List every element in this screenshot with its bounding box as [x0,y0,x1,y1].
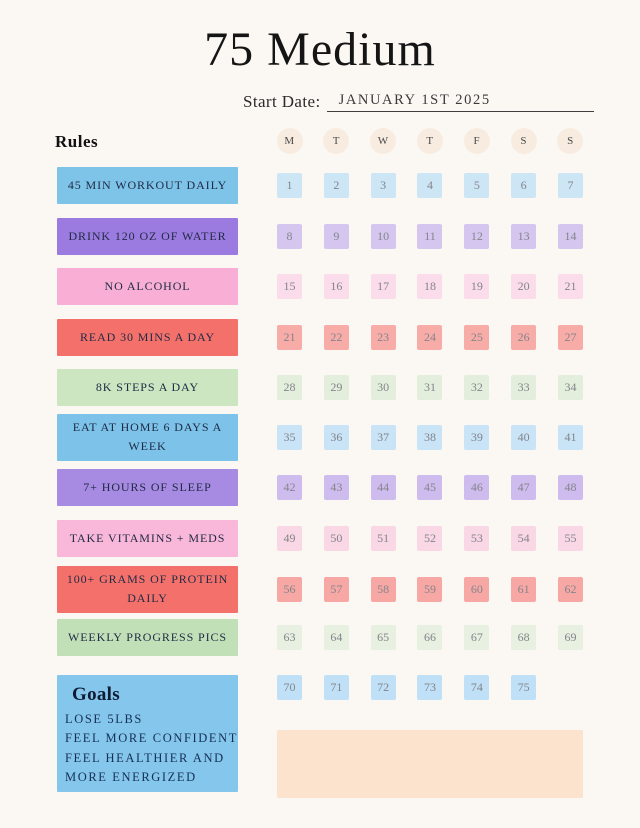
calendar-day-cell[interactable]: 30 [371,375,396,400]
calendar-day-cell[interactable]: 59 [417,577,442,602]
rules-heading: Rules [55,132,99,151]
rule-card [57,414,238,461]
goals-heading: Goals [72,684,120,705]
calendar-day-cell[interactable]: 37 [371,425,396,450]
calendar-day-cell[interactable]: 70 [277,675,302,700]
calendar-day-cell[interactable]: 55 [558,526,583,551]
calendar-day-cell[interactable]: 25 [464,325,489,350]
calendar-day-cell[interactable]: 71 [324,675,349,700]
goal-line: MORE ENERGIZED [65,770,197,785]
calendar-day-cell[interactable]: 33 [511,375,536,400]
calendar-day-cell[interactable]: 9 [324,224,349,249]
calendar-day-cell[interactable]: 23 [371,325,396,350]
calendar-day-cell[interactable]: 40 [511,425,536,450]
calendar-day-cell[interactable]: 73 [417,675,442,700]
calendar-day-cell[interactable]: 41 [558,425,583,450]
calendar-day-cell[interactable]: 39 [464,425,489,450]
calendar-day-cell[interactable]: 62 [558,577,583,602]
calendar-day-cell[interactable]: 21 [558,274,583,299]
calendar-day-cell[interactable]: 44 [371,475,396,500]
calendar-day-cell[interactable]: 8 [277,224,302,249]
calendar-day-cell[interactable]: 47 [511,475,536,500]
rule-card [57,218,238,255]
rule-card [57,167,238,204]
calendar-day-cell[interactable]: 49 [277,526,302,551]
rule-card [57,268,238,305]
calendar-day-cell[interactable]: 13 [511,224,536,249]
calendar-day-cell[interactable]: 5 [464,173,489,198]
calendar-day-cell[interactable]: 75 [511,675,536,700]
day-header-circle [323,128,349,154]
day-header-letter: S [567,135,574,147]
rule-card [57,469,238,506]
day-header-circle [557,128,583,154]
calendar-day-cell[interactable]: 64 [324,625,349,650]
day-header-letter: W [377,135,389,147]
goal-line: FEEL MORE CONFIDENT [65,731,238,746]
start-date [243,92,594,112]
rule-card-label: 7+ HOURS OF SLEEP [83,479,212,494]
calendar-day-cell[interactable]: 10 [371,224,396,249]
calendar-day-cell[interactable]: 60 [464,577,489,602]
calendar-day-cell[interactable]: 3 [371,173,396,198]
start-date-value[interactable]: JANUARY 1ST 2025 [327,92,594,112]
day-header-circle [277,128,303,154]
calendar-day-cell[interactable]: 20 [511,274,536,299]
rule-card-label: EAT AT HOME 6 DAYS A WEEK [72,420,223,453]
goal-line: FEEL HEALTHIER AND [65,750,225,765]
calendar-day-cell[interactable]: 11 [417,224,442,249]
goal-line: LOSE 5LBS [65,712,143,726]
rule-card-label: 100+ GRAMS OF PROTEIN DAILY [66,572,229,605]
day-header-letter: T [332,135,340,147]
calendar-day-cell[interactable]: 32 [464,375,489,400]
rule-card [57,319,238,356]
calendar-day-cell[interactable]: 42 [277,475,302,500]
goals-box [57,675,238,792]
page-title: 75 Medium [204,23,436,76]
calendar-day-cell[interactable]: 28 [277,375,302,400]
calendar-day-cell[interactable]: 63 [277,625,302,650]
calendar-day-cell[interactable]: 56 [277,577,302,602]
rule-card-label: NO ALCOHOL [104,278,191,293]
calendar-day-cell[interactable]: 27 [558,325,583,350]
start-date-label: Start Date: [243,92,321,111]
calendar-day-cell[interactable]: 46 [464,475,489,500]
calendar-day-cell[interactable]: 36 [324,425,349,450]
calendar-day-cell[interactable]: 12 [464,224,489,249]
calendar-day-cell[interactable]: 72 [371,675,396,700]
calendar-day-cell[interactable]: 51 [371,526,396,551]
calendar-day-cell[interactable]: 1 [277,173,302,198]
calendar-day-cell[interactable]: 18 [417,274,442,299]
calendar-day-cell[interactable]: 65 [371,625,396,650]
day-header-circle [417,128,443,154]
calendar-day-cell[interactable]: 19 [464,274,489,299]
day-header-letter: M [284,135,295,147]
calendar-day-cell[interactable]: 50 [324,526,349,551]
calendar-day-cell[interactable]: 67 [464,625,489,650]
calendar-day-cell[interactable]: 48 [558,475,583,500]
calendar-day-cell[interactable]: 15 [277,274,302,299]
calendar-day-cell[interactable]: 45 [417,475,442,500]
day-header-circle [370,128,396,154]
calendar-day-cell[interactable]: 7 [558,173,583,198]
calendar-day-cell[interactable]: 53 [464,526,489,551]
rule-card-label: 8K STEPS A DAY [95,379,200,394]
calendar-day-cell[interactable]: 54 [511,526,536,551]
calendar-day-cell[interactable]: 43 [324,475,349,500]
calendar-day-cell[interactable]: 57 [324,577,349,602]
calendar-day-cell[interactable]: 6 [511,173,536,198]
calendar-day-cell[interactable]: 16 [324,274,349,299]
rule-card-label: TAKE VITAMINS + MEDS [69,530,226,545]
rule-card [57,619,238,656]
calendar-day-cell[interactable]: 26 [511,325,536,350]
calendar-day-cell[interactable]: 2 [324,173,349,198]
calendar-day-cell[interactable]: 35 [277,425,302,450]
calendar-day-cell[interactable]: 22 [324,325,349,350]
calendar-day-cell[interactable]: 34 [558,375,583,400]
day-header-circle [464,128,490,154]
rule-card [57,566,238,613]
day-header-letter: T [426,135,434,147]
rule-card [57,369,238,406]
day-header-letter: F [473,135,481,147]
calendar-day-cell[interactable]: 74 [464,675,489,700]
day-header-letter: S [520,135,527,147]
calendar-day-cell[interactable]: 31 [417,375,442,400]
rule-card [57,520,238,557]
calendar-day-cell[interactable]: 52 [417,526,442,551]
calendar-day-cell[interactable]: 68 [511,625,536,650]
rule-card-label: 45 MIN WORKOUT DAILY [67,177,228,192]
calendar-day-cell[interactable]: 14 [558,224,583,249]
calendar-day-cell[interactable]: 17 [371,274,396,299]
calendar-day-cell[interactable]: 61 [511,577,536,602]
calendar-day-cell[interactable]: 66 [417,625,442,650]
day-header-circle [511,128,537,154]
calendar-day-cell[interactable]: 38 [417,425,442,450]
calendar-day-cell[interactable]: 21 [277,325,302,350]
rule-card-label: DRINK 120 OZ OF WATER [68,228,227,243]
calendar-day-cell[interactable]: 4 [417,173,442,198]
goals-lines [57,710,238,788]
calendar-day-cell[interactable]: 24 [417,325,442,350]
notes-box[interactable] [277,730,583,798]
calendar-day-cell[interactable]: 58 [371,577,396,602]
rule-card-label: WEEKLY PROGRESS PICS [67,629,228,644]
calendar-day-cell[interactable]: 69 [558,625,583,650]
rule-card-label: READ 30 MINS A DAY [79,329,216,344]
calendar-day-cell[interactable]: 29 [324,375,349,400]
